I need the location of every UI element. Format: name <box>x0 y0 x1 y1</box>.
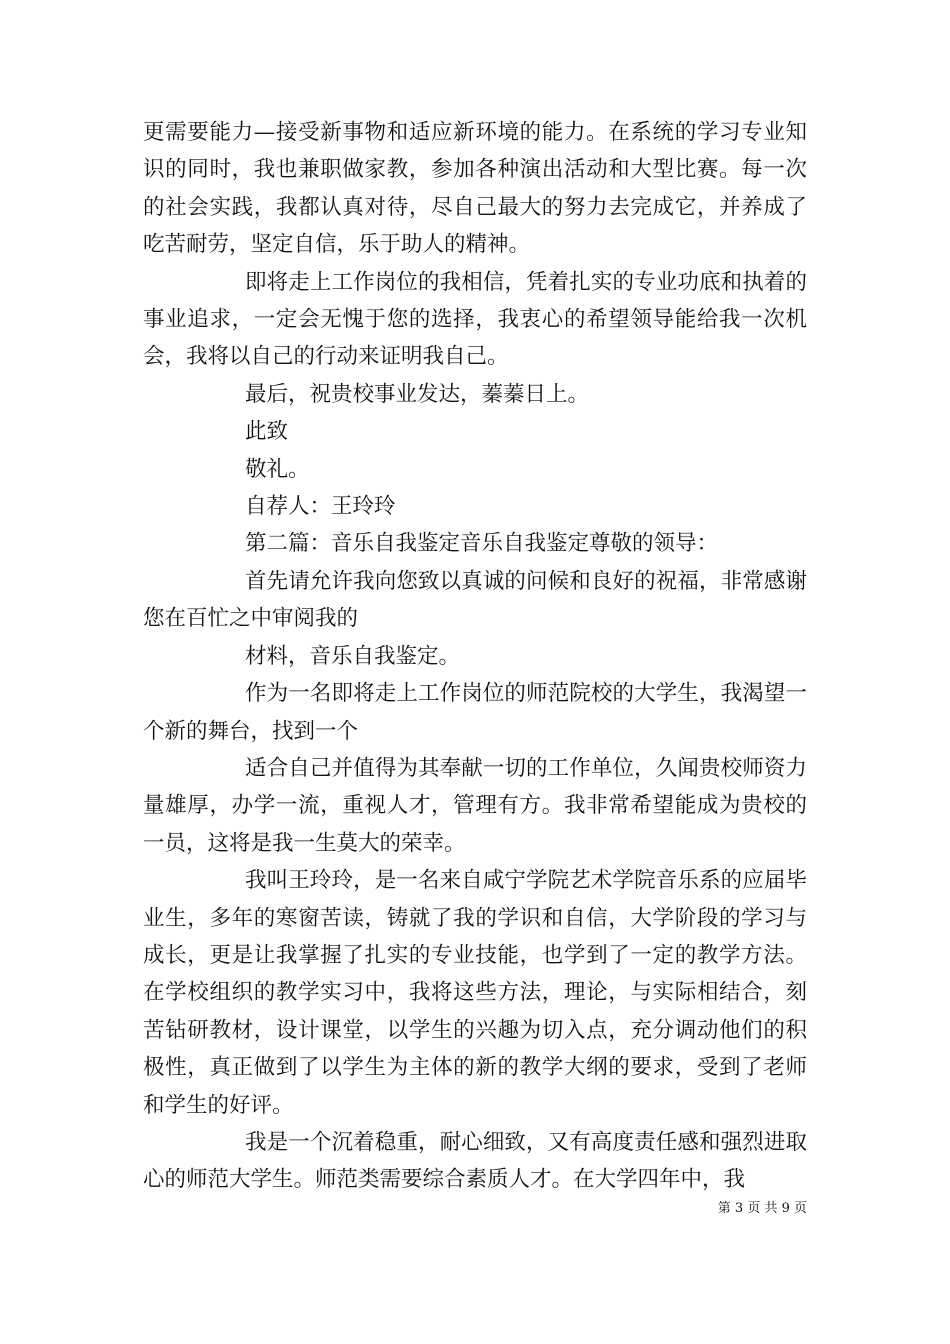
paragraph: 首先请允许我向您致以真诚的问候和良好的祝福，非常感谢您在百忙之中审阅我的 <box>143 568 807 632</box>
page-footer: 第 3 页 共 9 页 <box>717 1201 807 1216</box>
paragraph: 敬礼。 <box>245 456 310 482</box>
document-body <box>143 114 807 1199</box>
paragraph: 更需要能力—接受新事物和适应新环境的能力。在系统的学习专业知识的同时，我也兼职做家教，参加各种演出活动和大型比赛。每一次的社会实践，我都认真对待，尽自己最大的努力去完成它，并养成了吃苦耐劳，坚定自信，乐于助人的精神。 <box>143 120 807 258</box>
paragraph: 即将走上工作岗位的我相信，凭着扎实的专业功底和执着的事业追求，一定会无愧于您的选择，我衷心的希望领导能给我一次机会，我将以自己的行动来证明我自己。 <box>143 269 807 370</box>
paragraph: 我叫王玲玲，是一名来自咸宁学院艺术学院音乐系的应届毕业生，多年的寒窗苦读，铸就了我的学识和自信，大学阶段的学习与成长，更是让我掌握了扎实的专业技能，也学到了一定的教学方法。在学校组织的教学实习中，我将这些方法，理论，与实际相结合，刻苦钻研教材，设计课堂，以学生的兴趣为切入点，充分调动他们的积极性，真正做到了以学生为主体的新的教学大纲的要求，受到了老师和学生的好评。 <box>143 868 807 1118</box>
paragraph: 作为一名即将走上工作岗位的师范院校的大学生，我渴望一个新的舞台，找到一个 <box>143 681 807 744</box>
paragraph: 此致 <box>245 419 289 445</box>
paragraph: 我是一个沉着稳重，耐心细致，又有高度责任感和强烈进取心的师范大学生。师范类需要综合素质人才。在大学四年中，我 <box>143 1129 807 1193</box>
paragraph: 第二篇：音乐自我鉴定音乐自我鉴定尊敬的领导： <box>245 531 719 557</box>
paragraph: 材料，音乐自我鉴定。 <box>245 643 461 669</box>
paragraph: 自荐人：王玲玲 <box>245 494 396 520</box>
paragraph: 最后，祝贵校事业发达，蓁蓁日上。 <box>245 381 590 407</box>
paragraph: 适合自己并值得为其奉献一切的工作单位，久闻贵校师资力量雄厚，办学一流，重视人才，管理有方。我非常希望能成为贵校的一员，这将是我一生莫大的荣幸。 <box>143 755 807 856</box>
